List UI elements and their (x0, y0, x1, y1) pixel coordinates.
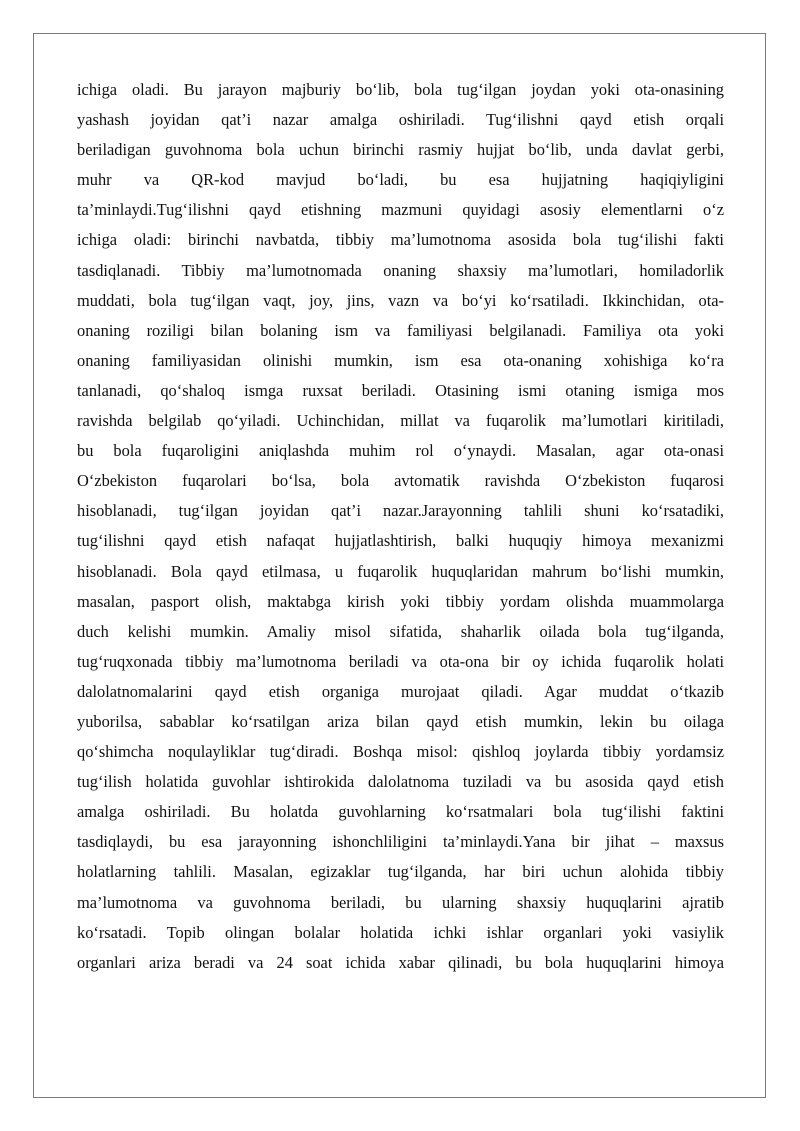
text-line: qo‘shimcha noqulayliklar tug‘diradi. Boshqa misol: qishloq joylarda tibbiy yordamsiz (77, 742, 724, 762)
text-line: hisoblanadi, tug‘ilgan joyidan qat’i nazar.Jarayonning tahlili shuni ko‘rsatadiki, (77, 501, 724, 521)
text-line: tanlanadi, qo‘shaloq ismga ruxsat beriladi. Otasining ismi otaning ismiga mos (77, 380, 724, 400)
text-line: tug‘ruqxonada tibbiy ma’lumotnoma beriladi va ota-ona bir oy ichida fuqarolik holati (77, 651, 724, 671)
text-line: onaning roziligi bilan bolaning ism va familiyasi belgilanadi. Familiya ota yoki (77, 320, 724, 340)
text-line: tug‘ilish holatida guvohlar ishtirokida dalolatnoma tuziladi va bu asosida qayd etish (77, 772, 724, 792)
text-line: ko‘rsatadi. Topib olingan bolalar holatida ichki ishlar organlari yoki vasiylik (77, 922, 724, 942)
text-line: ta’minlaydi.Tug‘ilishni qayd etishning mazmuni quyidagi asosiy elementlarni o‘z (77, 200, 724, 220)
text-line: yashash joyidan qat’i nazar amalga oshiriladi. Tug‘ilishni qayd etish orqali (77, 110, 724, 130)
text-line: organlari ariza beradi va 24 soat ichida xabar qilinadi, bu bola huquqlarini himoya (77, 952, 724, 972)
body-text (77, 75, 724, 978)
text-line: beriladigan guvohnoma bola uchun birinchi rasmiy hujjat bo‘lib, unda davlat gerbi, (77, 140, 724, 160)
text-line: ravishda belgilab qo‘yiladi. Uchinchidan, millat va fuqarolik ma’lumotlari kiritiladi, (77, 411, 724, 431)
text-line: dalolatnomalarini qayd etish organiga murojaat qiladi. Agar muddat o‘tkazib (77, 681, 724, 701)
text-line: ichiga oladi: birinchi navbatda, tibbiy ma’lumotnoma asosida bola tug‘ilishi fakti (77, 230, 724, 250)
text-line: duch kelishi mumkin. Amaliy misol sifatida, shaharlik oilada bola tug‘ilganda, (77, 621, 724, 641)
text-line: onaning familiyasidan olinishi mumkin, ism esa ota-onaning xohishiga ko‘ra (77, 350, 724, 370)
text-line: O‘zbekiston fuqarolari bo‘lsa, bola avtomatik ravishda O‘zbekiston fuqarosi (77, 471, 724, 491)
text-line: amalga oshiriladi. Bu holatda guvohlarning ko‘rsatmalari bola tug‘ilishi faktini (77, 802, 724, 822)
text-line: ichiga oladi. Bu jarayon majburiy bo‘lib, bola tug‘ilgan joydan yoki ota-onasining (77, 80, 724, 99)
text-line: tug‘ilishni qayd etish nafaqat hujjatlashtirish, balki huquqiy himoya mexanizmi (77, 531, 724, 551)
text-line: tasdiqlaydi, bu esa jarayonning ishonchliligini ta’minlaydi.Yana bir jihat – maxsus (77, 832, 724, 852)
text-line: tasdiqlanadi. Tibbiy ma’lumotnomada onaning shaxsiy ma’lumotlari, homiladorlik (77, 260, 724, 280)
text-line: masalan, pasport olish, maktabga kirish yoki tibbiy yordam olishda muammolarga (77, 591, 724, 611)
text-line: muhr va QR-kod mavjud bo‘ladi, bu esa hujjatning haqiqiyligini (77, 170, 724, 190)
text-line: ma’lumotnoma va guvohnoma beriladi, bu ularning shaxsiy huquqlarini ajratib (77, 892, 724, 912)
text-line: hisoblanadi. Bola qayd etilmasa, u fuqarolik huquqlaridan mahrum bo‘lishi mumkin, (77, 561, 724, 581)
text-line: bu bola fuqaroligini aniqlashda muhim rol o‘ynaydi. Masalan, agar ota-onasi (77, 441, 724, 461)
text-line: muddati, bola tug‘ilgan vaqt, joy, jins, vazn va bo‘yi ko‘rsatiladi. Ikkinchidan, ota- (77, 290, 724, 310)
text-line: yuborilsa, sabablar ko‘rsatilgan ariza bilan qayd etish mumkin, lekin bu oilaga (77, 711, 724, 731)
text-line: holatlarning tahlili. Masalan, egizaklar tug‘ilganda, har biri uchun alohida tibbiy (77, 862, 724, 882)
